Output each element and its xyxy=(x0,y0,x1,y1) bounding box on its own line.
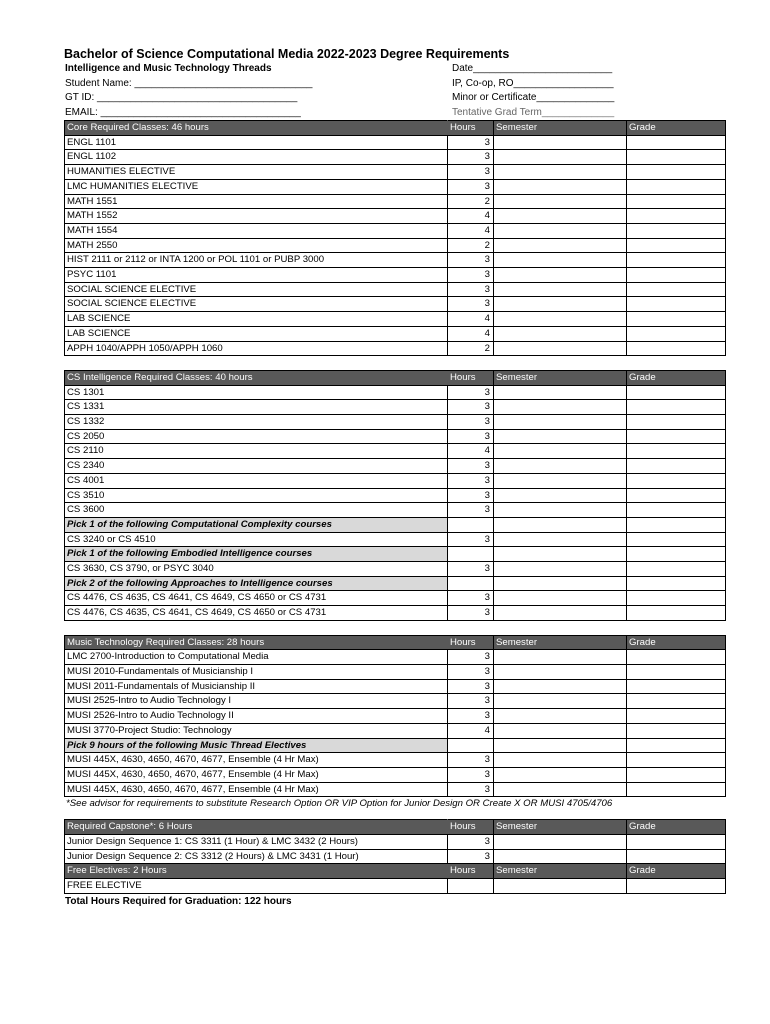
course-row xyxy=(65,253,726,268)
semester-cell[interactable] xyxy=(494,517,627,532)
semester-cell[interactable] xyxy=(494,253,627,268)
hours-value: 3 xyxy=(448,679,494,694)
grade-header: Grade xyxy=(627,635,726,650)
semester-cell[interactable] xyxy=(494,209,627,224)
course-name: CS 1301 xyxy=(65,385,448,400)
grade-cell[interactable] xyxy=(627,650,726,665)
requirements-table-2 xyxy=(64,819,726,894)
course-name: MUSI 2010-Fundamentals of Musicianship I xyxy=(65,664,448,679)
hours-value xyxy=(448,517,494,532)
semester-cell[interactable] xyxy=(494,444,627,459)
degree-worksheet xyxy=(64,46,725,907)
hours-value: 3 xyxy=(448,282,494,297)
grade-cell[interactable] xyxy=(627,429,726,444)
course-name: LAB SCIENCE xyxy=(65,326,448,341)
subheading-label: Pick 1 of the following Embodied Intelligence courses xyxy=(65,547,448,562)
course-name: MUSI 445X, 4630, 4650, 4670, 4677, Ensemble (4 Hr Max) xyxy=(65,753,448,768)
section-title: Free Electives: 2 Hours xyxy=(65,864,448,879)
hours-value: 3 xyxy=(448,473,494,488)
grade-cell[interactable] xyxy=(627,341,726,356)
date-field[interactable]: Date_________________________ xyxy=(452,63,613,74)
section-title: Required Capstone*: 6 Hours xyxy=(65,820,448,835)
hours-value: 4 xyxy=(448,444,494,459)
grade-header: Grade xyxy=(627,121,726,136)
subheading-row xyxy=(65,547,726,562)
grade-cell[interactable] xyxy=(627,385,726,400)
grade-cell[interactable] xyxy=(627,326,726,341)
grade-header: Grade xyxy=(627,820,726,835)
total-hours: Total Hours Required for Graduation: 122 hours xyxy=(65,895,292,907)
course-name: HUMANITIES ELECTIVE xyxy=(65,165,448,180)
capstone-note: *See advisor for requirements to substitute Research Option OR VIP Option for Junior Design OR Create X OR MUSI 4705/4706 xyxy=(66,798,613,810)
course-row xyxy=(65,591,726,606)
course-row xyxy=(65,135,726,150)
semester-cell[interactable] xyxy=(494,150,627,165)
course-row xyxy=(65,694,726,709)
semester-cell[interactable] xyxy=(494,385,627,400)
hours-value xyxy=(448,879,494,894)
section-spacer xyxy=(65,620,726,635)
course-name: CS 3510 xyxy=(65,488,448,503)
course-row xyxy=(65,679,726,694)
course-row xyxy=(65,488,726,503)
grade-cell[interactable] xyxy=(627,150,726,165)
course-name: ENGL 1101 xyxy=(65,135,448,150)
course-row xyxy=(65,326,726,341)
course-name: PSYC 1101 xyxy=(65,268,448,283)
semester-cell[interactable] xyxy=(494,165,627,180)
course-name: LAB SCIENCE xyxy=(65,312,448,327)
course-name: CS 3600 xyxy=(65,503,448,518)
course-row xyxy=(65,400,726,415)
semester-cell[interactable] xyxy=(494,179,627,194)
hours-header: Hours xyxy=(448,370,494,385)
semester-header: Semester xyxy=(494,864,627,879)
hours-value: 4 xyxy=(448,223,494,238)
grade-cell[interactable] xyxy=(627,835,726,850)
course-row xyxy=(65,268,726,283)
semester-cell[interactable] xyxy=(494,782,627,797)
cs-section xyxy=(65,370,726,620)
free-electives-section xyxy=(65,864,726,893)
grade-header: Grade xyxy=(627,864,726,879)
student-info xyxy=(64,62,725,120)
semester-cell[interactable] xyxy=(494,268,627,283)
semester-cell[interactable] xyxy=(494,835,627,850)
grade-cell[interactable] xyxy=(627,459,726,474)
grade-cell[interactable] xyxy=(627,591,726,606)
section-title: Core Required Classes: 46 hours xyxy=(65,121,448,136)
course-row xyxy=(65,179,726,194)
grade-cell[interactable] xyxy=(627,517,726,532)
hours-value: 3 xyxy=(448,753,494,768)
course-name: MATH 1554 xyxy=(65,223,448,238)
hours-value: 3 xyxy=(448,503,494,518)
course-row xyxy=(65,194,726,209)
course-name: CS 2050 xyxy=(65,429,448,444)
hours-value: 3 xyxy=(448,150,494,165)
semester-cell[interactable] xyxy=(494,238,627,253)
hours-value: 3 xyxy=(448,835,494,850)
hours-value: 3 xyxy=(448,650,494,665)
grade-cell[interactable] xyxy=(627,606,726,621)
grade-cell[interactable] xyxy=(627,503,726,518)
course-name: MUSI 2525-Intro to Audio Technology I xyxy=(65,694,448,709)
hours-value: 3 xyxy=(448,849,494,864)
hours-value: 4 xyxy=(448,209,494,224)
course-name: MATH 1552 xyxy=(65,209,448,224)
section-header xyxy=(65,370,726,385)
grade-cell[interactable] xyxy=(627,576,726,591)
course-name: CS 4001 xyxy=(65,473,448,488)
course-row xyxy=(65,150,726,165)
hours-value: 3 xyxy=(448,400,494,415)
section-title: Music Technology Required Classes: 28 hours xyxy=(65,635,448,650)
grade-cell[interactable] xyxy=(627,738,726,753)
course-name: Junior Design Sequence 1: CS 3311 (1 Hour) & LMC 3432 (2 Hours) xyxy=(65,835,448,850)
course-row xyxy=(65,444,726,459)
hours-value: 3 xyxy=(448,694,494,709)
hours-value: 3 xyxy=(448,782,494,797)
course-row xyxy=(65,650,726,665)
course-name: MUSI 2526-Intro to Audio Technology II xyxy=(65,709,448,724)
semester-cell[interactable] xyxy=(494,547,627,562)
grade-cell[interactable] xyxy=(627,753,726,768)
semester-cell[interactable] xyxy=(494,679,627,694)
hours-header: Hours xyxy=(448,635,494,650)
music-section xyxy=(65,635,726,797)
course-row xyxy=(65,849,726,864)
section-header xyxy=(65,121,726,136)
section-header xyxy=(65,635,726,650)
grade-cell[interactable] xyxy=(627,694,726,709)
semester-cell[interactable] xyxy=(494,415,627,430)
grade-cell[interactable] xyxy=(627,664,726,679)
grade-cell[interactable] xyxy=(627,400,726,415)
grad-term-field[interactable]: Tentative Grad Term_____________ xyxy=(452,106,615,118)
course-row xyxy=(65,606,726,621)
course-name: SOCIAL SCIENCE ELECTIVE xyxy=(65,297,448,312)
subheading-row xyxy=(65,576,726,591)
semester-cell[interactable] xyxy=(494,297,627,312)
hours-header: Hours xyxy=(448,864,494,879)
semester-cell[interactable] xyxy=(494,473,627,488)
semester-cell[interactable] xyxy=(494,312,627,327)
semester-cell[interactable] xyxy=(494,650,627,665)
semester-cell[interactable] xyxy=(494,194,627,209)
grade-cell[interactable] xyxy=(627,223,726,238)
semester-cell[interactable] xyxy=(494,282,627,297)
hours-header: Hours xyxy=(448,121,494,136)
grade-cell[interactable] xyxy=(627,312,726,327)
subheading-row xyxy=(65,738,726,753)
grade-cell[interactable] xyxy=(627,562,726,577)
grade-cell[interactable] xyxy=(627,268,726,283)
semester-cell[interactable] xyxy=(494,723,627,738)
hours-value: 3 xyxy=(448,532,494,547)
hours-value: 3 xyxy=(448,709,494,724)
hours-value: 3 xyxy=(448,253,494,268)
course-row xyxy=(65,723,726,738)
hours-header: Hours xyxy=(448,820,494,835)
minor-field[interactable]: Minor or Certificate______________ xyxy=(452,92,615,104)
course-name: CS 4476, CS 4635, CS 4641, CS 4649, CS 4650 or CS 4731 xyxy=(65,606,448,621)
gt-id-field[interactable]: GT ID: ____________________________________ xyxy=(65,92,298,104)
course-row xyxy=(65,459,726,474)
semester-cell[interactable] xyxy=(494,849,627,864)
course-name: MATH 2550 xyxy=(65,238,448,253)
hours-value: 3 xyxy=(448,664,494,679)
subheading-label: Pick 2 of the following Approaches to Intelligence courses xyxy=(65,576,448,591)
semester-cell[interactable] xyxy=(494,753,627,768)
section-header xyxy=(65,820,726,835)
semester-cell[interactable] xyxy=(494,488,627,503)
course-name: MUSI 2011-Fundamentals of Musicianship II xyxy=(65,679,448,694)
course-name: LMC 2700-Introduction to Computational Media xyxy=(65,650,448,665)
student-name-field[interactable]: Student Name: ________________________________ xyxy=(65,77,313,89)
hours-value: 2 xyxy=(448,238,494,253)
course-name: CS 2340 xyxy=(65,459,448,474)
hours-value: 3 xyxy=(448,488,494,503)
course-row xyxy=(65,664,726,679)
course-row xyxy=(65,503,726,518)
grade-cell[interactable] xyxy=(627,879,726,894)
hours-value: 3 xyxy=(448,297,494,312)
grade-cell[interactable] xyxy=(627,488,726,503)
grade-header: Grade xyxy=(627,370,726,385)
course-name: ENGL 1102 xyxy=(65,150,448,165)
course-name: CS 1331 xyxy=(65,400,448,415)
course-row xyxy=(65,429,726,444)
core-section xyxy=(65,121,726,356)
semester-cell[interactable] xyxy=(494,135,627,150)
course-row xyxy=(65,312,726,327)
hours-value: 3 xyxy=(448,385,494,400)
capstone-section xyxy=(65,820,726,864)
grade-cell[interactable] xyxy=(627,209,726,224)
course-row xyxy=(65,767,726,782)
hours-value: 3 xyxy=(448,179,494,194)
section-header xyxy=(65,864,726,879)
course-name: Junior Design Sequence 2: CS 3312 (2 Hours) & LMC 3431 (1 Hour) xyxy=(65,849,448,864)
course-row xyxy=(65,879,726,894)
semester-cell[interactable] xyxy=(494,459,627,474)
semester-cell[interactable] xyxy=(494,576,627,591)
hours-value: 4 xyxy=(448,326,494,341)
semester-cell[interactable] xyxy=(494,341,627,356)
threads-label: Intelligence and Music Technology Threads xyxy=(65,63,272,74)
grade-cell[interactable] xyxy=(627,709,726,724)
course-name: FREE ELECTIVE xyxy=(65,879,448,894)
course-row xyxy=(65,238,726,253)
semester-cell[interactable] xyxy=(494,326,627,341)
semester-header: Semester xyxy=(494,820,627,835)
semester-cell[interactable] xyxy=(494,532,627,547)
course-row xyxy=(65,385,726,400)
semester-cell[interactable] xyxy=(494,429,627,444)
course-name: CS 3240 or CS 4510 xyxy=(65,532,448,547)
hours-value xyxy=(448,547,494,562)
grade-cell[interactable] xyxy=(627,135,726,150)
hours-value: 4 xyxy=(448,312,494,327)
section-title: CS Intelligence Required Classes: 40 hours xyxy=(65,370,448,385)
grade-cell[interactable] xyxy=(627,297,726,312)
course-row xyxy=(65,532,726,547)
semester-cell[interactable] xyxy=(494,738,627,753)
hours-value: 3 xyxy=(448,606,494,621)
course-row xyxy=(65,209,726,224)
hours-value: 2 xyxy=(448,194,494,209)
hours-value: 4 xyxy=(448,723,494,738)
grade-cell[interactable] xyxy=(627,679,726,694)
semester-cell[interactable] xyxy=(494,709,627,724)
ip-coop-field[interactable]: IP, Co-op, RO__________________ xyxy=(452,77,614,89)
semester-cell[interactable] xyxy=(494,503,627,518)
hours-value: 3 xyxy=(448,562,494,577)
course-row xyxy=(65,223,726,238)
email-field[interactable]: EMAIL: ____________________________________ xyxy=(65,106,301,118)
course-name: MUSI 445X, 4630, 4650, 4670, 4677, Ensemble (4 Hr Max) xyxy=(65,782,448,797)
course-name: CS 3630, CS 3790, or PSYC 3040 xyxy=(65,562,448,577)
course-row xyxy=(65,562,726,577)
course-row xyxy=(65,297,726,312)
hours-value: 3 xyxy=(448,429,494,444)
course-name: APPH 1040/APPH 1050/APPH 1060 xyxy=(65,341,448,356)
semester-cell[interactable] xyxy=(494,562,627,577)
course-name: MATH 1551 xyxy=(65,194,448,209)
page-title: Bachelor of Science Computational Media 2022-2023 Degree Requirements xyxy=(64,47,510,61)
hours-value: 2 xyxy=(448,341,494,356)
grade-cell[interactable] xyxy=(627,532,726,547)
hours-value: 3 xyxy=(448,767,494,782)
hours-value: 3 xyxy=(448,415,494,430)
grade-cell[interactable] xyxy=(627,194,726,209)
grade-cell[interactable] xyxy=(627,782,726,797)
hours-value: 3 xyxy=(448,459,494,474)
semester-cell[interactable] xyxy=(494,879,627,894)
requirements-table-1 xyxy=(64,120,726,797)
semester-cell[interactable] xyxy=(494,767,627,782)
hours-value: 3 xyxy=(448,591,494,606)
semester-header: Semester xyxy=(494,370,627,385)
subheading-label: Pick 1 of the following Computational Complexity courses xyxy=(65,517,448,532)
semester-header: Semester xyxy=(494,121,627,136)
semester-cell[interactable] xyxy=(494,400,627,415)
course-name: CS 2110 xyxy=(65,444,448,459)
grade-cell[interactable] xyxy=(627,767,726,782)
course-name: MUSI 3770-Project Studio: Technology xyxy=(65,723,448,738)
course-name: SOCIAL SCIENCE ELECTIVE xyxy=(65,282,448,297)
semester-cell[interactable] xyxy=(494,591,627,606)
grade-cell[interactable] xyxy=(627,444,726,459)
hours-value: 3 xyxy=(448,165,494,180)
grade-cell[interactable] xyxy=(627,547,726,562)
subheading-label: Pick 9 hours of the following Music Thread Electives xyxy=(65,738,448,753)
semester-cell[interactable] xyxy=(494,694,627,709)
semester-cell[interactable] xyxy=(494,664,627,679)
hours-value xyxy=(448,576,494,591)
course-row xyxy=(65,473,726,488)
subheading-row xyxy=(65,517,726,532)
grade-cell[interactable] xyxy=(627,723,726,738)
course-name: HIST 2111 or 2112 or INTA 1200 or POL 1101 or PUBP 3000 xyxy=(65,253,448,268)
semester-cell[interactable] xyxy=(494,606,627,621)
course-name: MUSI 445X, 4630, 4650, 4670, 4677, Ensemble (4 Hr Max) xyxy=(65,767,448,782)
grade-cell[interactable] xyxy=(627,849,726,864)
course-row xyxy=(65,415,726,430)
hours-value: 3 xyxy=(448,135,494,150)
section-spacer xyxy=(65,356,726,371)
hours-value xyxy=(448,738,494,753)
grade-cell[interactable] xyxy=(627,282,726,297)
grade-cell[interactable] xyxy=(627,415,726,430)
course-name: CS 4476, CS 4635, CS 4641, CS 4649, CS 4650 or CS 4731 xyxy=(65,591,448,606)
grade-cell[interactable] xyxy=(627,473,726,488)
course-row xyxy=(65,341,726,356)
grade-cell[interactable] xyxy=(627,238,726,253)
grade-cell[interactable] xyxy=(627,253,726,268)
course-row xyxy=(65,165,726,180)
course-row xyxy=(65,835,726,850)
semester-header: Semester xyxy=(494,635,627,650)
hours-value: 3 xyxy=(448,268,494,283)
course-row xyxy=(65,753,726,768)
course-row xyxy=(65,282,726,297)
grade-cell[interactable] xyxy=(627,179,726,194)
course-row xyxy=(65,782,726,797)
course-row xyxy=(65,709,726,724)
course-name: LMC HUMANITIES ELECTIVE xyxy=(65,179,448,194)
semester-cell[interactable] xyxy=(494,223,627,238)
grade-cell[interactable] xyxy=(627,165,726,180)
course-name: CS 1332 xyxy=(65,415,448,430)
